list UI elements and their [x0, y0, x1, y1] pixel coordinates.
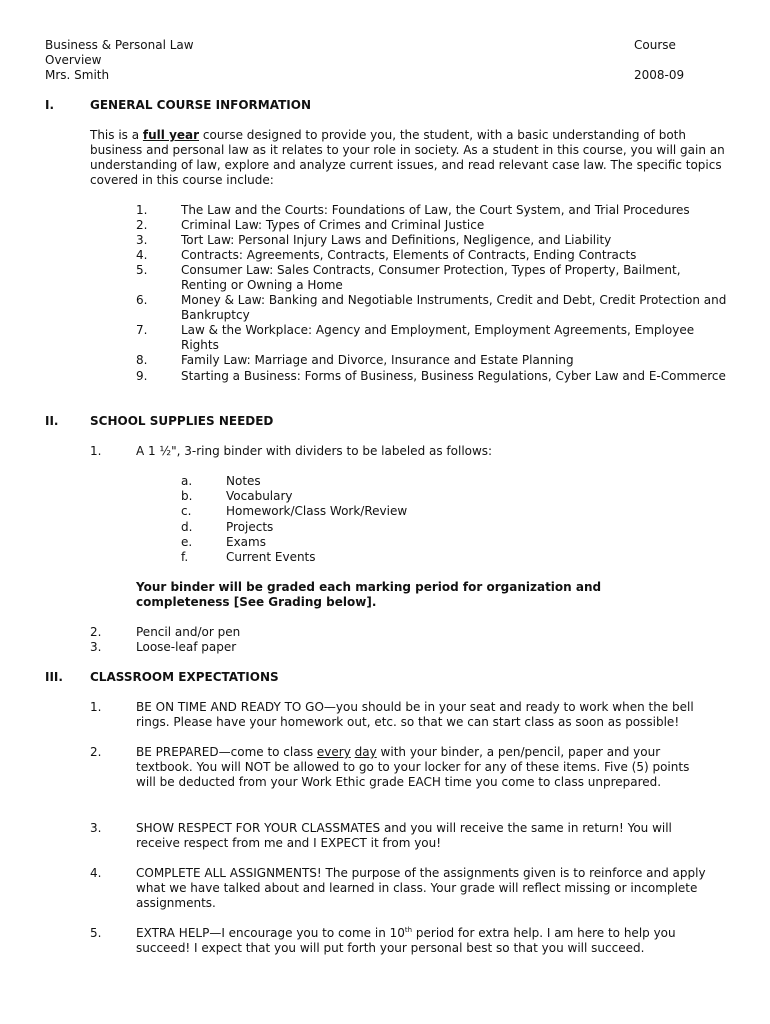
expectation-5-number: 5. — [90, 926, 102, 940]
binder-grading-note: Your binder will be graded each marking period for organization and completeness [See Grading below]. — [136, 580, 602, 609]
supply-1-text: A 1 ½", 3-ring binder with dividers to be labeled as follows: — [136, 444, 493, 458]
section-1-title: GENERAL COURSE INFORMATION — [90, 98, 311, 112]
expectation-3-number: 3. — [90, 821, 102, 835]
expectation-2-number: 2. — [90, 745, 102, 759]
section-3-numeral: III. — [45, 670, 63, 684]
divider-label: Homework/Class Work/Review — [226, 504, 408, 519]
section-1-intro: This is a full year course designed to provide you, the student, with a basic understanding of both business and personal law as it relates to your role in society. As a student in this course, you will gain an understanding of law, explore and analyze current issues, and read relevant case law. The specific topics covered in this course include: — [90, 128, 725, 187]
divider-label: Projects — [226, 519, 274, 534]
topic-number: 5. — [136, 263, 148, 277]
divider-letter: c. — [181, 504, 192, 519]
divider-label: Notes — [226, 474, 261, 488]
section-2-title: SCHOOL SUPPLIES NEEDED — [90, 414, 274, 428]
supply-2-number: 2. — [90, 625, 102, 639]
section-2-numeral: II. — [45, 414, 59, 428]
divider-letter: e. — [181, 534, 193, 549]
divider-label: Current Events — [226, 550, 316, 564]
divider-letter: a. — [181, 474, 193, 488]
school-year: 2008-09 — [634, 68, 685, 82]
expectation-1-text: BE ON TIME AND READY TO GO—you should be in your seat and ready to work when the bell rings. Please have your homework out, etc. so that we can start class as soon as possible! — [136, 700, 694, 729]
divider-letter: b. — [181, 489, 193, 504]
topic-number: 6. — [136, 293, 148, 307]
course-label: Course — [634, 38, 676, 52]
supply-3-text: Loose-leaf paper — [136, 640, 237, 654]
topic-text: The Law and the Courts: Foundations of Law, the Court System, and Trial Procedures — [181, 203, 690, 217]
full-year-emphasis: full year — [142, 128, 200, 142]
topic-number: 4. — [136, 248, 148, 262]
divider-label: Exams — [226, 534, 266, 549]
topic-number: 7. — [136, 323, 148, 337]
expectation-4-text: COMPLETE ALL ASSIGNMENTS! The purpose of the assignments given is to reinforce and apply what we have talked about and learned in class. Your grade will reflect missing or incomplete assignments. — [136, 866, 706, 910]
topic-text: Tort Law: Personal Injury Laws and Definitions, Negligence, and Liability — [181, 233, 612, 247]
topic-text: Starting a Business: Forms of Business, Business Regulations, Cyber Law and E-Commerce — [181, 369, 726, 383]
divider-label: Vocabulary — [226, 489, 293, 504]
topic-number: 9. — [136, 369, 148, 383]
topic-text: Law & the Workplace: Agency and Employment, Employment Agreements, Employee Rights — [181, 323, 695, 352]
topic-number: 3. — [136, 233, 148, 247]
topic-number: 1. — [136, 203, 148, 217]
section-1-numeral: I. — [45, 98, 55, 112]
topic-text: Money & Law: Banking and Negotiable Instruments, Credit and Debt, Credit Protection and Bankruptcy — [181, 293, 727, 322]
divider-letter: d. — [181, 519, 193, 534]
every-emphasis: every — [316, 745, 351, 759]
supply-2-text: Pencil and/or pen — [136, 625, 241, 639]
topic-number: 8. — [136, 353, 148, 367]
teacher-name: Mrs. Smith — [45, 68, 110, 82]
divider-letter: f. — [181, 550, 189, 564]
supply-1-number: 1. — [90, 444, 102, 458]
expectation-1-number: 1. — [90, 700, 102, 714]
topic-text: Criminal Law: Types of Crimes and Criminal Justice — [181, 218, 485, 232]
supply-3-number: 3. — [90, 640, 102, 654]
topic-text: Family Law: Marriage and Divorce, Insurance and Estate Planning — [181, 353, 574, 367]
topic-text: Consumer Law: Sales Contracts, Consumer Protection, Types of Property, Bailment, Renting or Owning a Home — [181, 263, 681, 292]
topic-text: Contracts: Agreements, Contracts, Elements of Contracts, Ending Contracts — [181, 248, 637, 262]
topic-number: 2. — [136, 218, 148, 232]
expectation-5-text: EXTRA HELP—I encourage you to come in 10th period for extra help. I am here to help you succeed! I expect that you will put forth your personal best so that you will succeed. — [136, 926, 676, 955]
document-type: Overview — [45, 53, 102, 67]
day-emphasis: day — [354, 745, 377, 759]
expectation-3-text: SHOW RESPECT FOR YOUR CLASSMATES and you will receive the same in return! You will receive respect from me and I EXPECT it from you! — [136, 821, 672, 850]
expectation-4-number: 4. — [90, 866, 102, 880]
expectation-2-text: BE PREPARED—come to class every day with your binder, a pen/pencil, paper and your textbook. You will NOT be allowed to go to your locker for any of these items. Five (5) points will be deducted from your Work Ethic grade EACH time you come to class unprepared. — [136, 745, 690, 789]
section-3-title: CLASSROOM EXPECTATIONS — [90, 670, 279, 684]
course-name: Business & Personal Law — [45, 38, 194, 52]
